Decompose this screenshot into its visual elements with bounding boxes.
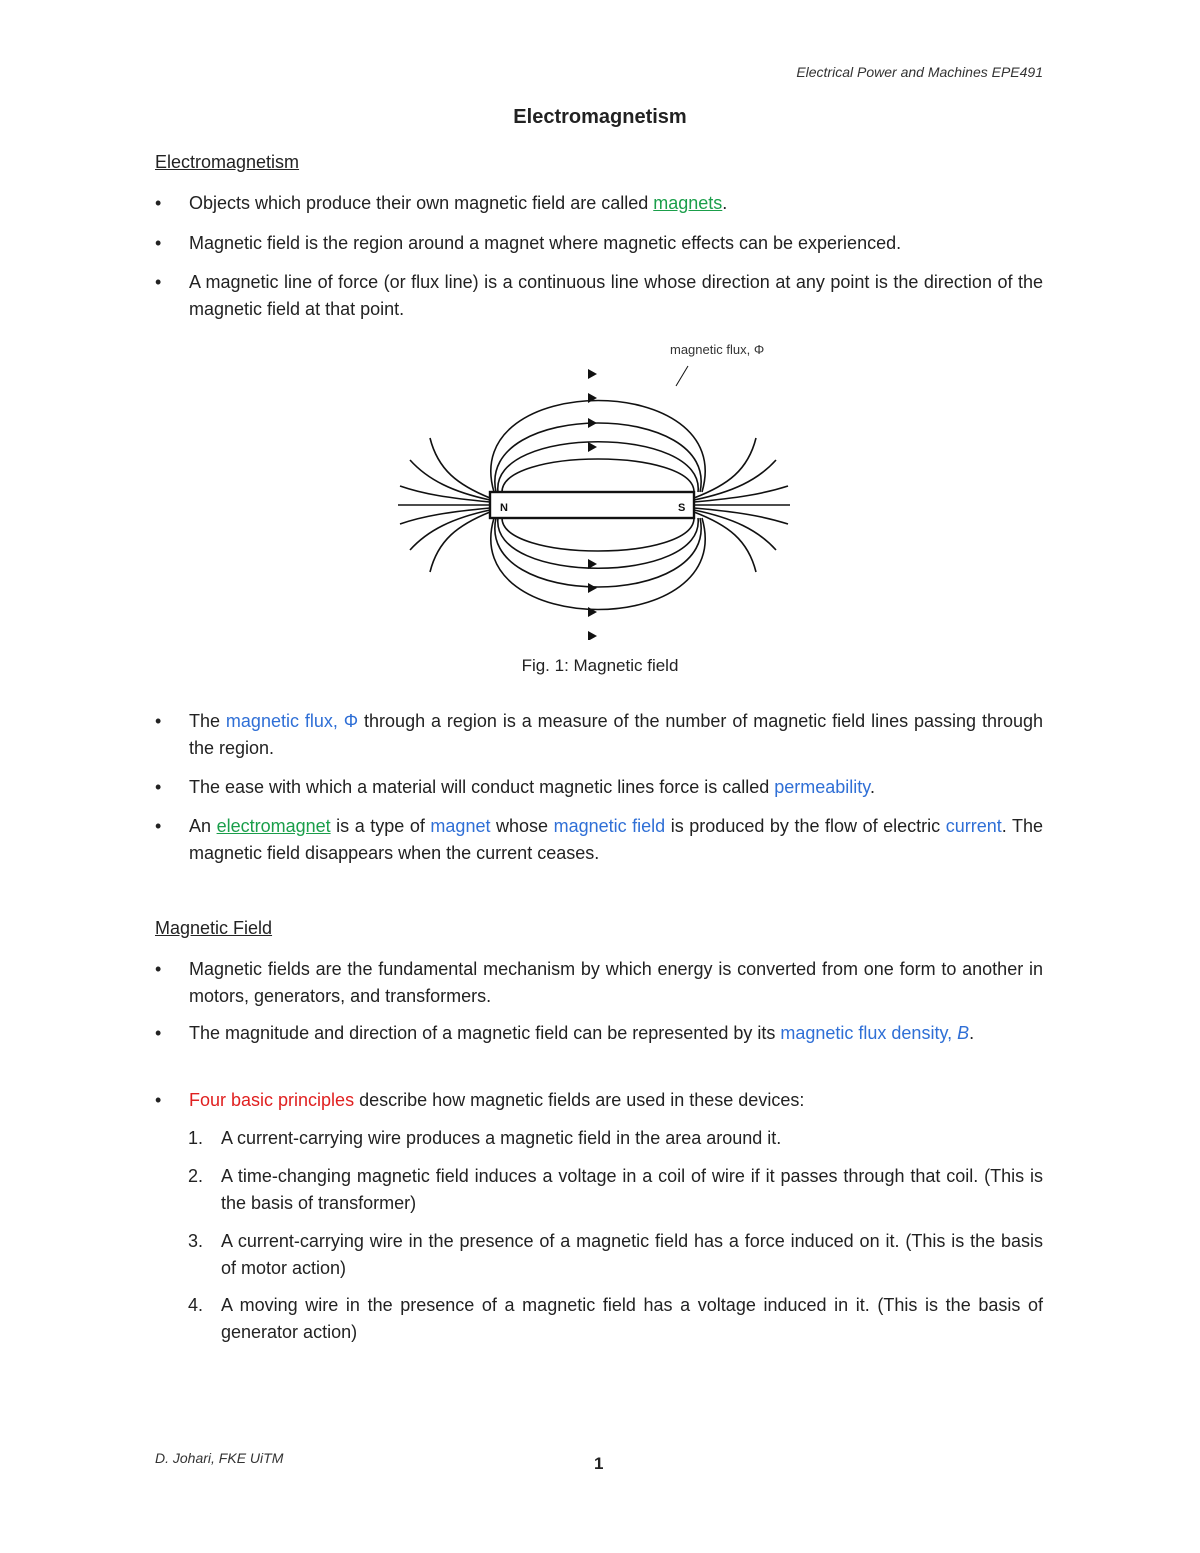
bullet-icon: • <box>155 777 162 797</box>
flux-line-bottom-4 <box>502 518 694 551</box>
label-leader <box>676 366 688 386</box>
section-heading-electromagnetism: Electromagnetism <box>155 152 300 172</box>
principle-item: 3. A current-carrying wire in the presence of a magnetic field has a force induced on it. (This is the basis of motor action) <box>188 1231 1043 1278</box>
bullet-icon: • <box>155 272 162 292</box>
bar-magnet <box>490 492 694 518</box>
arrow-icon <box>588 442 597 452</box>
fringe-line <box>410 510 490 550</box>
flux-line-bottom-2 <box>495 518 701 587</box>
term-magnetic-field: magnetic field <box>553 816 666 836</box>
magnetic-flux-label: magnetic flux, Φ <box>670 342 765 357</box>
list-item: • The magnetic flux, Φ through a region is a measure of the number of magnetic field lines passing through the region. <box>155 708 1043 762</box>
flux-line-bottom-3 <box>498 518 698 568</box>
fringe-line <box>410 460 490 500</box>
arrow-icon <box>588 607 597 617</box>
fringe-line <box>400 508 490 524</box>
bullet-icon: • <box>155 711 162 731</box>
figure-caption: Fig. 1: Magnetic field <box>521 656 679 675</box>
header-course: Electrical Power and Machines EPE491 <box>796 64 1043 80</box>
magnetic-field-figure <box>398 340 798 640</box>
arrow-icon <box>588 418 597 428</box>
list-item: • Magnetic fields are the fundamental mechanism by which energy is converted from one form to another in motors, generators, and transformers. <box>155 956 1043 1010</box>
list-item: • An electromagnet is a type of magnet whose magnetic field is produced by the flow of electric current. The magnetic field disappears when the current ceases. <box>155 813 1043 867</box>
bullet-icon: • <box>155 193 162 213</box>
symbol-b: B <box>957 1023 970 1043</box>
fringe-line <box>694 508 788 524</box>
link-electromagnet[interactable]: electromagnet <box>216 816 331 836</box>
flux-line-top-2 <box>495 423 701 492</box>
list-item: • Four basic principles describe how magnetic fields are used in these devices: <box>155 1087 1043 1114</box>
fringe-line <box>430 438 490 498</box>
arrow-icon <box>588 631 597 640</box>
list-item: • Magnetic field is the region around a magnet where magnetic effects can be experienced. <box>155 230 1043 257</box>
term-magnetic-flux: magnetic flux, Φ <box>225 711 359 731</box>
principle-item: 1. A current-carrying wire produces a magnetic field in the area around it. <box>188 1128 782 1148</box>
arrow-icon <box>588 583 597 593</box>
bullet-icon: • <box>155 1090 162 1110</box>
page-title: Electromagnetism <box>513 106 687 128</box>
arrow-icon <box>588 393 597 403</box>
footer-author: D. Johari, FKE UiTM <box>155 1450 284 1466</box>
north-pole-label: N <box>500 502 508 514</box>
south-pole-label: S <box>678 502 686 514</box>
section-heading-magnetic-field: Magnetic Field <box>155 918 273 938</box>
term-magnets: magnets <box>653 193 723 213</box>
fringe-line <box>430 512 490 572</box>
fringe-line <box>694 510 776 550</box>
flux-line-top-3 <box>498 442 698 492</box>
page-number: 1 <box>594 1454 604 1473</box>
arrow-icon <box>588 369 597 379</box>
list-item: • The magnitude and direction of a magnetic field can be represented by its magnetic flux density, B. <box>155 1020 1043 1047</box>
flux-line-top-1 <box>491 401 705 493</box>
fringe-line <box>694 486 788 502</box>
principle-item: 4. A moving wire in the presence of a magnetic field has a voltage induced in it. (This is the basis of generator action) <box>188 1295 1043 1342</box>
bullet-icon: • <box>155 233 162 253</box>
term-magnet: magnet <box>430 816 491 836</box>
fringe-line <box>400 486 490 502</box>
term-current: current <box>945 816 1002 836</box>
bullet-icon: • <box>155 959 162 979</box>
list-item: • A magnetic line of force (or flux line) is a continuous line whose direction at any point is the direction of the magnetic field at that point. <box>155 269 1043 323</box>
list-item: • Objects which produce their own magnetic field are called magnets. <box>155 190 1043 217</box>
term-magnetic-flux-density: magnetic flux density, <box>780 1023 958 1043</box>
flux-line-bottom-1 <box>491 518 705 610</box>
term-permeability: permeability <box>774 777 870 797</box>
list-item: • The ease with which a material will conduct magnetic lines force is called permeability. <box>155 774 1043 801</box>
term-four-basic-principles: Four basic principles <box>189 1090 355 1110</box>
bullet-icon: • <box>155 1023 162 1043</box>
flux-line-top-4 <box>502 459 694 492</box>
fringe-line <box>694 460 776 500</box>
bullet-icon: • <box>155 816 162 836</box>
principle-item: 2. A time-changing magnetic field induces a voltage in a coil of wire if it passes through that coil. (This is the basis of transformer) <box>188 1166 1043 1213</box>
